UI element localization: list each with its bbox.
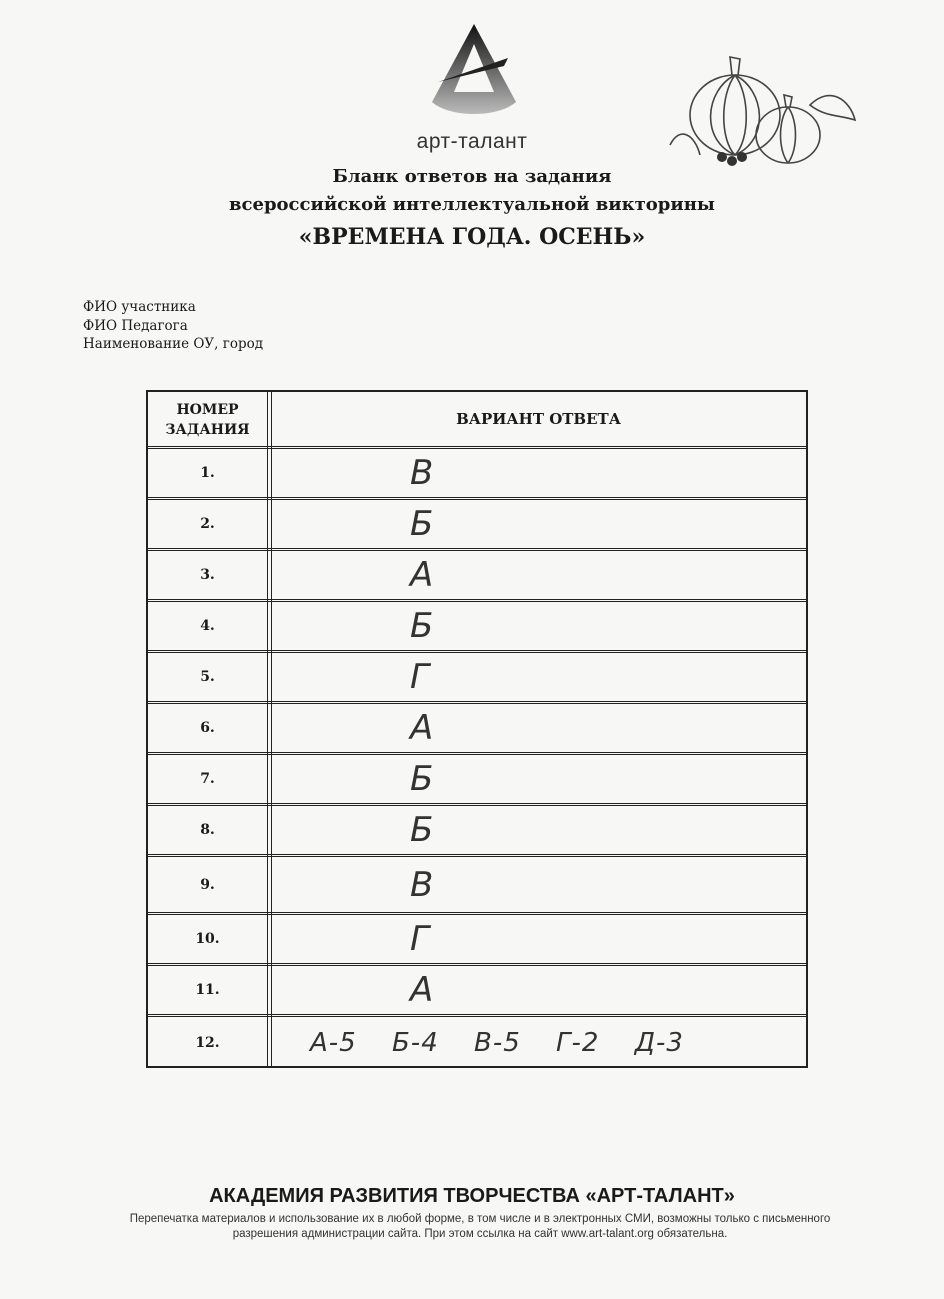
copyright-note: Перепечатка материалов и использование их в любой форме, в том числе и в электронных СМИ, возможны только с письменного разрешения администрации сайта. При этом ссылка на сайт www.art-talant.org обязательна.: [129, 1213, 831, 1240]
task-number: 4.: [200, 618, 215, 634]
task-number: 6.: [200, 720, 215, 736]
handwritten-answer: В: [410, 453, 435, 493]
handwritten-answer: Б: [410, 504, 435, 544]
table-row: [148, 701, 806, 752]
table-row: [148, 548, 806, 599]
brand-name: арт-талант: [416, 130, 528, 153]
task-number: 7.: [200, 771, 215, 787]
table-row: [148, 963, 806, 1014]
form-subtitle: всероссийской интеллектуальной викторины: [229, 194, 715, 215]
handwritten-answer: А: [410, 555, 435, 595]
handwritten-answer: А: [410, 970, 435, 1010]
table-row: [148, 446, 806, 497]
table-row: [148, 803, 806, 854]
handwritten-answer: Г: [410, 919, 430, 959]
table-row: [148, 497, 806, 548]
task-number: 5.: [200, 669, 215, 685]
handwritten-answer: А-5 Б-4 В-5 Г-2 Д-3: [310, 1028, 684, 1058]
task-number: 12.: [195, 1035, 220, 1051]
table-row: [148, 650, 806, 701]
table-row: [148, 912, 806, 963]
task-number: 9.: [200, 876, 215, 893]
teacher-field-label: ФИО Педагога: [83, 318, 188, 334]
header-answer-variant: ВАРИАНТ ОТВЕТА: [456, 410, 621, 428]
handwritten-answer: Б: [410, 810, 435, 850]
task-number: 11.: [195, 982, 220, 998]
handwritten-answer: Б: [410, 759, 435, 799]
participant-field-label: ФИО участника: [83, 299, 196, 315]
table-row: [148, 752, 806, 803]
table-row: [148, 1014, 806, 1069]
answer-table: [146, 390, 808, 1068]
table-row: [148, 599, 806, 650]
header-task-number: НОМЕР ЗАДАНИЯ: [165, 402, 250, 438]
task-number: 2.: [200, 516, 215, 532]
footer-title: АКАДЕМИЯ РАЗВИТИЯ ТВОРЧЕСТВА «АРТ-ТАЛАНТ»: [209, 1185, 735, 1207]
table-row: [148, 854, 806, 912]
task-number: 8.: [200, 822, 215, 838]
task-number: 3.: [200, 567, 215, 583]
form-title: Бланк ответов на задания: [332, 166, 612, 187]
quiz-name: «ВРЕМЕНА ГОДА. ОСЕНЬ»: [298, 224, 646, 250]
handwritten-answer: Г: [410, 657, 430, 697]
art-talant-logo: [428, 22, 520, 122]
handwritten-answer: А: [410, 708, 435, 748]
task-number: 10.: [195, 931, 220, 947]
institution-field-label: Наименование ОУ, город: [83, 336, 264, 352]
handwritten-answer: В: [410, 864, 435, 905]
task-number: 1.: [200, 465, 215, 481]
handwritten-answer: Б: [410, 606, 435, 646]
